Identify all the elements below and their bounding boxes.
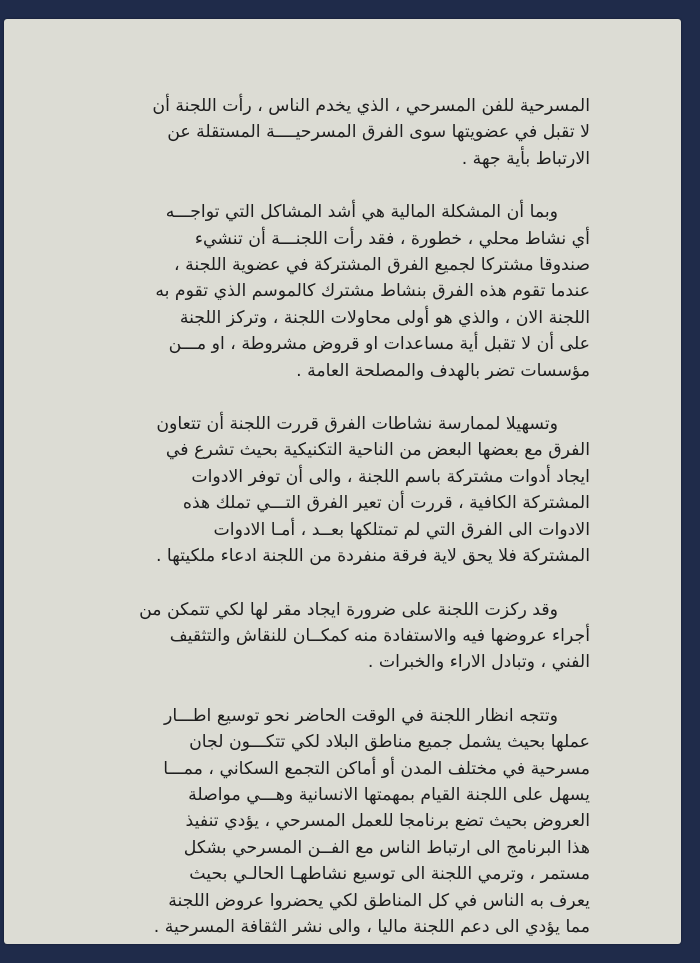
text-line: صندوقا مشتركا لجميع الفرق المشتركة في عضوية اللجنة ،	[174, 255, 590, 276]
paragraph-3	[94, 411, 590, 569]
text-line: الارتباط بأية جهة .	[461, 148, 590, 169]
paragraph-5	[94, 703, 590, 941]
text-line: أجراء عروضها فيه والاستفادة منه كمكــان للنقاش والتثقيف	[169, 625, 590, 646]
text-line: العروض بحيث تضع برنامجا للعمل المسرحي ، يؤدي تنفيذ	[185, 811, 590, 832]
paragraph-1	[94, 93, 590, 172]
text-line: الادوات الى الفرق التي لم تمتلكها بعــد ، أمـا الادوات	[213, 519, 590, 540]
text-line: ايجاد أدوات مشتركة باسم اللجنة ، والى أن توفر الادوات	[191, 466, 590, 487]
document-body	[94, 93, 590, 940]
text-line: عملها بحيث يشمل جميع مناطق البلاد لكي تتكـــون لجان	[189, 732, 590, 753]
text-line: المشتركة الكافية ، قررت أن تعير الفرق التـــي تملك هذه	[182, 493, 590, 514]
text-line: هذا البرنامج الى ارتباط الناس مع الفــن المسرحي بشكل	[183, 837, 590, 858]
text-line: مستمر ، وترمي اللجنة الى توسيع نشاطهـا الحالـي بحيث	[189, 864, 590, 885]
text-line: مسرحية في مختلف المدن أو أماكن التجمع السكاني ، ممـــا	[163, 758, 590, 779]
text-line: الفني ، وتبادل الاراء والخبرات .	[367, 652, 590, 673]
paragraph-2	[94, 199, 590, 384]
text-line: وتتجه انظار اللجنة في الوقت الحاضر نحو توسيع اطـــار	[163, 705, 558, 726]
text-line: يسهل على اللجنة القيام بمهمتها الانسانية وهـــي مواصلة	[188, 784, 590, 805]
text-line: المسرحية للفن المسرحي ، الذي يخدم الناس ، رأت اللجنة أن	[152, 96, 590, 116]
text-line: الفرق مع بعضها البعض من الناحية التكنيكية بحيث تشرع في	[165, 440, 590, 461]
text-line: يعرف به الناس في كل المناطق لكي يحضروا عروض اللجنة	[168, 890, 590, 911]
text-line: وقد ركزت اللجنة على ضرورة ايجاد مقر لها لكي تتمكن من	[139, 599, 558, 620]
text-line: لا تقبل في عضويتها سوى الفرق المسرحيــــة المستقلة عن	[167, 122, 590, 143]
text-line: وبما أن المشكلة المالية هي أشد المشاكل التي تواجـــه	[165, 202, 558, 223]
text-line: أي نشاط محلي ، خطورة ، فقد رأت اللجنـــة أن تنشيء	[194, 228, 590, 249]
text-line: مؤسسات تضر بالهدف والمصلحة العامة .	[296, 360, 590, 381]
text-line: على أن لا تقبل أية مساعدات او قروض مشروطة ، او مـــن	[168, 334, 590, 355]
text-line: عندما تقوم هذه الفرق بنشاط مشترك كالموسم الذي تقوم به	[155, 281, 590, 302]
text-line: وتسهيلا لممارسة نشاطات الفرق قررت اللجنة أن تتعاون	[156, 414, 558, 435]
document-page	[4, 19, 681, 944]
text-line: مما يؤدي الى دعم اللجنة ماليا ، والى نشر الثقافة المسرحية .	[153, 916, 590, 937]
text-line: المشتركة فلا يحق لاية فرقة منفردة من اللجنة ادعاء ملكيتها .	[155, 546, 590, 567]
text-line: اللجنة الان ، والذي هو أولى محاولات اللجنة ، وتركز اللجنة	[179, 307, 590, 328]
paragraph-4	[94, 597, 590, 676]
